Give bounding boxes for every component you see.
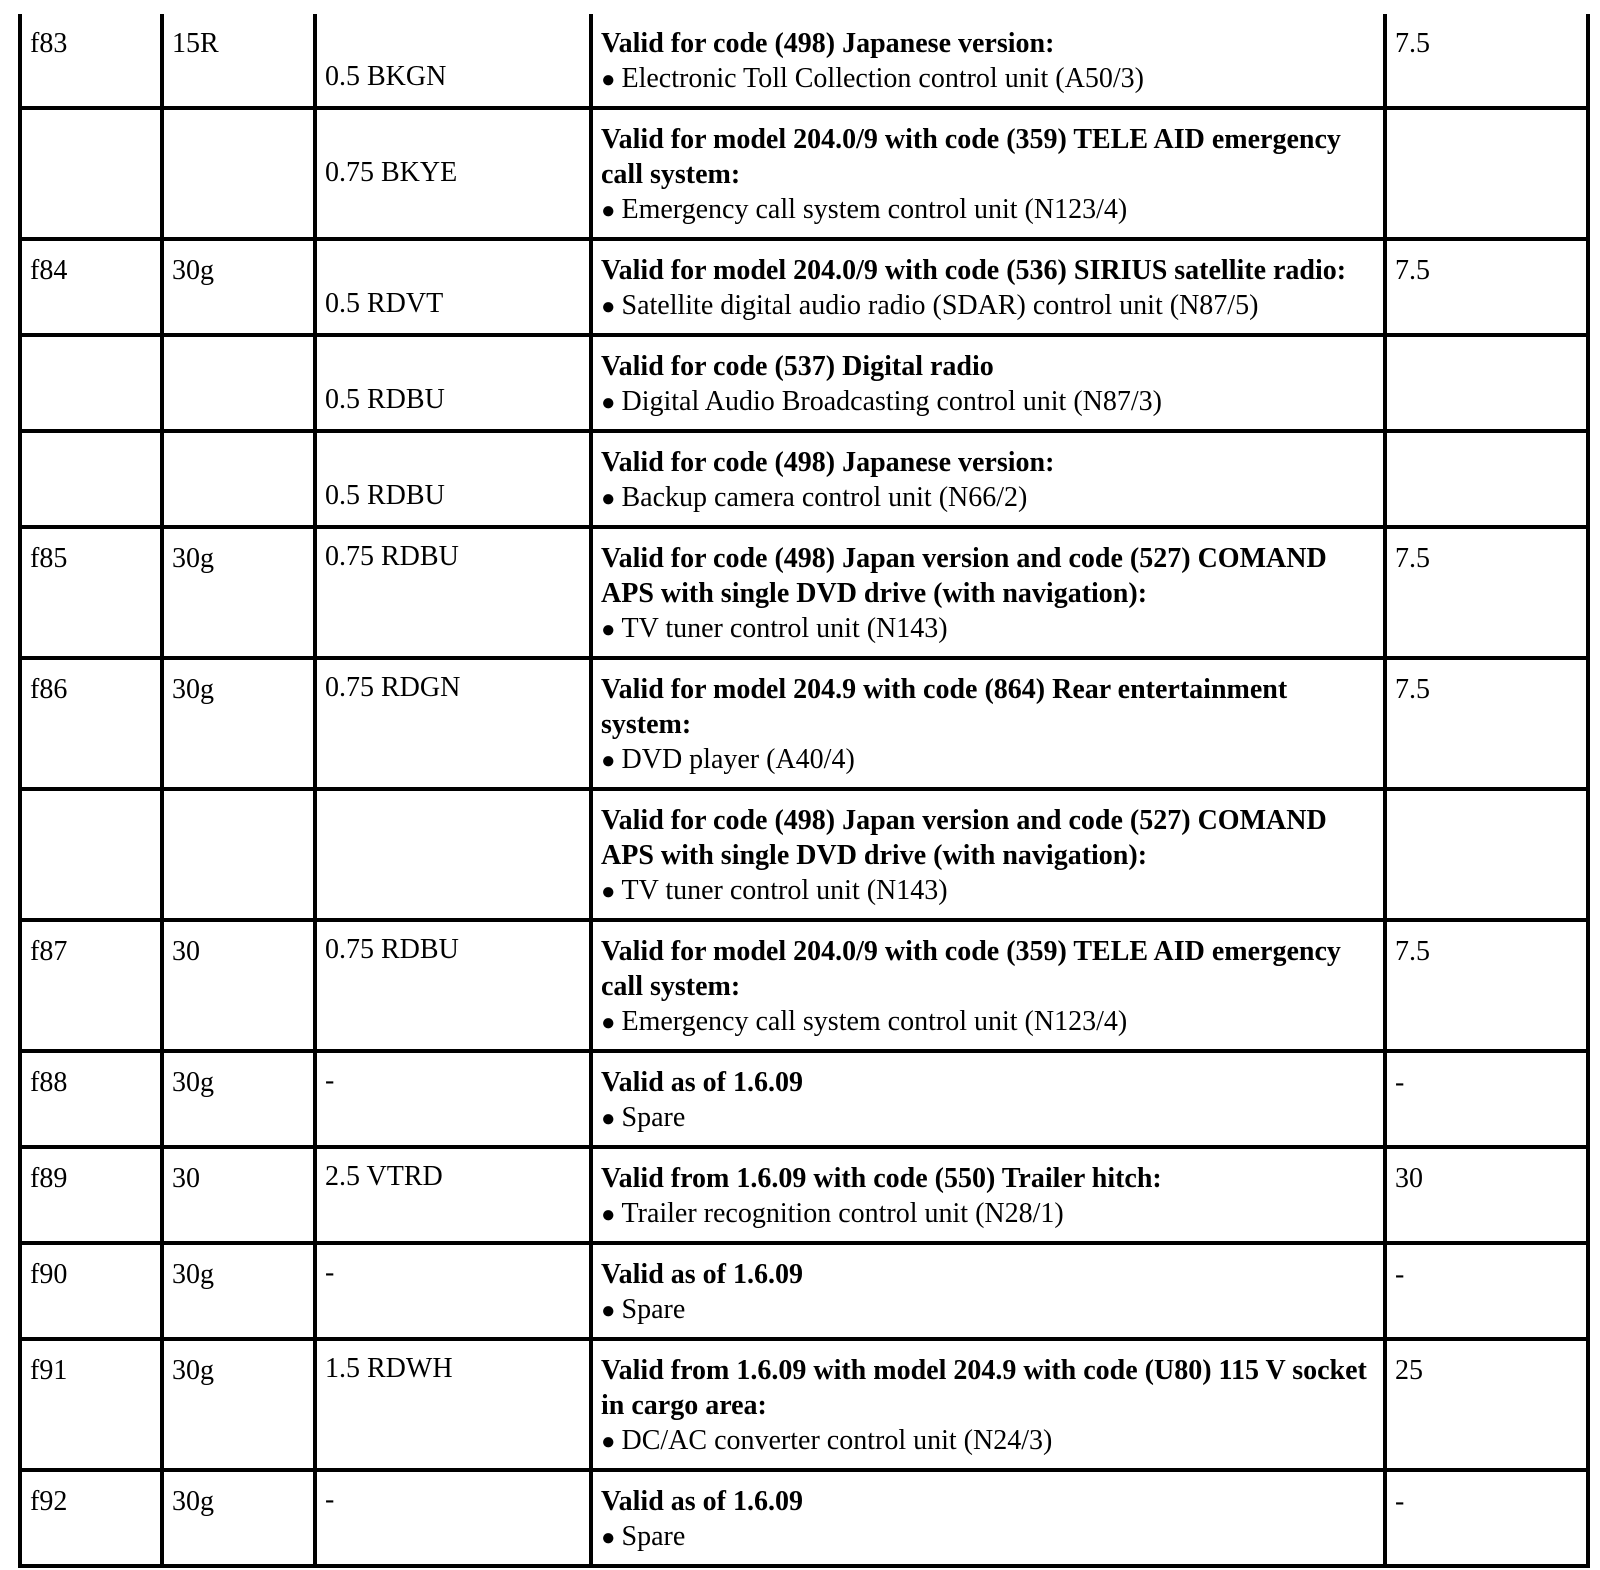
- bullet-icon: ●: [601, 617, 616, 643]
- description-cell: [591, 431, 1385, 527]
- table-row: [20, 431, 1588, 527]
- validity-condition: Valid for code (498) Japan version and code (527) COMAND APS with single DVD drive (with navigation):: [601, 805, 1327, 871]
- component-item: [601, 742, 1375, 779]
- validity-condition: Valid for model 204.0/9 with code (359) TELE AID emergency call system:: [601, 936, 1341, 1002]
- validity-condition: Valid as of 1.6.09: [601, 1486, 804, 1517]
- table-row: [20, 920, 1588, 1051]
- description-cell: [591, 527, 1385, 658]
- wire-value: -: [325, 1484, 335, 1515]
- terminal-value: 30g: [172, 255, 214, 286]
- component-list: [601, 1423, 1375, 1460]
- table-row: [20, 14, 1588, 108]
- terminal-value: 30: [172, 936, 200, 967]
- bullet-icon: ●: [601, 1429, 616, 1455]
- terminal-value: 30g: [172, 674, 214, 705]
- fuse-number-cell: [20, 1051, 162, 1147]
- validity-condition: Valid for model 204.9 with code (864) Rear entertainment system:: [601, 674, 1288, 740]
- description-cell: [591, 1470, 1385, 1566]
- wire-cell: [315, 1243, 591, 1339]
- bullet-icon: ●: [601, 294, 616, 320]
- wire-value: -: [325, 1257, 335, 1288]
- terminal-value: 30g: [172, 543, 214, 574]
- component-list: [601, 480, 1375, 517]
- wire-value: 0.75 RDBU: [325, 934, 459, 965]
- fuse-number-cell: [20, 14, 162, 108]
- component-list: [601, 1196, 1375, 1233]
- component-item: [601, 1196, 1375, 1233]
- component-item: [601, 192, 1375, 229]
- bullet-icon: ●: [601, 1202, 616, 1228]
- amperage-value: 7.5: [1395, 936, 1430, 967]
- component-name: TV tuner control unit (N143): [621, 875, 948, 906]
- amperage-value: -: [1395, 1259, 1405, 1290]
- wire-value: -: [325, 1065, 335, 1096]
- terminal-cell: [162, 920, 315, 1051]
- wire-value: 0.75 BKYE: [325, 157, 458, 188]
- terminal-cell: [162, 431, 315, 527]
- table-row: [20, 527, 1588, 658]
- fuse-number-cell: [20, 431, 162, 527]
- fuse-number-cell: [20, 1147, 162, 1243]
- description-cell: [591, 920, 1385, 1051]
- description-cell: [591, 1243, 1385, 1339]
- fuse-number: f89: [30, 1163, 68, 1194]
- wire-cell: [315, 239, 591, 335]
- terminal-cell: [162, 789, 315, 920]
- wire-cell: [315, 1147, 591, 1243]
- component-item: [601, 1292, 1375, 1329]
- component-name: Satellite digital audio radio (SDAR) control unit (N87/5): [621, 290, 1259, 321]
- amperage-cell: [1385, 1470, 1588, 1566]
- component-list: [601, 384, 1375, 421]
- bullet-icon: ●: [601, 879, 616, 905]
- validity-condition: Valid as of 1.6.09: [601, 1067, 804, 1098]
- table-row: [20, 789, 1588, 920]
- amperage-cell: [1385, 920, 1588, 1051]
- fuse-number: f84: [30, 255, 68, 286]
- terminal-value: 30g: [172, 1355, 214, 1386]
- bullet-icon: ●: [601, 67, 616, 93]
- amperage-value: 25: [1395, 1355, 1423, 1386]
- fuse-number-cell: [20, 1470, 162, 1566]
- bullet-icon: ●: [601, 1106, 616, 1132]
- table-row: [20, 108, 1588, 239]
- terminal-value: 30g: [172, 1067, 214, 1098]
- wire-cell: [315, 1339, 591, 1470]
- component-list: [601, 1292, 1375, 1329]
- table-row: [20, 1339, 1588, 1470]
- terminal-cell: [162, 1470, 315, 1566]
- terminal-cell: [162, 1051, 315, 1147]
- terminal-cell: [162, 658, 315, 789]
- description-cell: [591, 14, 1385, 108]
- amperage-cell: [1385, 1339, 1588, 1470]
- description-cell: [591, 1051, 1385, 1147]
- wire-cell: [315, 1470, 591, 1566]
- component-name: DC/AC converter control unit (N24/3): [621, 1425, 1053, 1456]
- component-item: [601, 873, 1375, 910]
- fuse-table-body: [20, 14, 1588, 1566]
- component-name: Spare: [621, 1294, 686, 1325]
- component-item: [601, 61, 1375, 98]
- amperage-cell: [1385, 431, 1588, 527]
- terminal-cell: [162, 14, 315, 108]
- validity-condition: Valid for code (498) Japanese version:: [601, 447, 1055, 478]
- wire-value: 0.75 RDBU: [325, 541, 459, 572]
- terminal-cell: [162, 1339, 315, 1470]
- terminal-cell: [162, 527, 315, 658]
- component-name: Electronic Toll Collection control unit (A50/3): [621, 63, 1144, 94]
- amperage-value: -: [1395, 1067, 1405, 1098]
- component-item: [601, 1004, 1375, 1041]
- wire-cell: [315, 527, 591, 658]
- table-row: [20, 1243, 1588, 1339]
- component-list: [601, 1004, 1375, 1041]
- table-row: [20, 239, 1588, 335]
- table-row: [20, 335, 1588, 431]
- component-list: [601, 742, 1375, 779]
- table-row: [20, 1051, 1588, 1147]
- validity-condition: Valid for code (498) Japan version and code (527) COMAND APS with single DVD drive (with navigation):: [601, 543, 1327, 609]
- wire-value: 1.5 RDWH: [325, 1353, 453, 1384]
- component-name: Spare: [621, 1521, 686, 1552]
- fuse-number: f83: [30, 28, 68, 59]
- fuse-assignment-table: [18, 14, 1590, 1568]
- wire-cell: [315, 789, 591, 920]
- wire-value: 0.5 RDVT: [325, 288, 444, 319]
- fuse-number: f92: [30, 1486, 68, 1517]
- amperage-value: 7.5: [1395, 543, 1430, 574]
- description-cell: [591, 1147, 1385, 1243]
- fuse-number: f90: [30, 1259, 68, 1290]
- component-list: [601, 873, 1375, 910]
- component-name: Digital Audio Broadcasting control unit (N87/3): [621, 386, 1162, 417]
- fuse-number-cell: [20, 1339, 162, 1470]
- component-name: TV tuner control unit (N143): [621, 613, 948, 644]
- wire-value: 0.75 RDGN: [325, 672, 461, 703]
- terminal-cell: [162, 1243, 315, 1339]
- component-name: DVD player (A40/4): [621, 744, 855, 775]
- wire-cell: [315, 658, 591, 789]
- fuse-number: f91: [30, 1355, 68, 1386]
- fuse-number-cell: [20, 239, 162, 335]
- component-list: [601, 61, 1375, 98]
- bullet-icon: ●: [601, 1298, 616, 1324]
- table-row: [20, 1147, 1588, 1243]
- validity-condition: Valid as of 1.6.09: [601, 1259, 804, 1290]
- fuse-number-cell: [20, 335, 162, 431]
- validity-condition: Valid for model 204.0/9 with code (536) SIRIUS satellite radio:: [601, 255, 1347, 286]
- validity-condition: Valid from 1.6.09 with code (550) Trailer hitch:: [601, 1163, 1162, 1194]
- validity-condition: Valid for model 204.0/9 with code (359) TELE AID emergency call system:: [601, 124, 1341, 190]
- terminal-cell: [162, 1147, 315, 1243]
- wire-value: 0.5 BKGN: [325, 61, 447, 92]
- fuse-number-cell: [20, 658, 162, 789]
- validity-condition: Valid for code (498) Japanese version:: [601, 28, 1055, 59]
- description-cell: [591, 108, 1385, 239]
- component-list: [601, 1100, 1375, 1137]
- description-cell: [591, 1339, 1385, 1470]
- fuse-number-cell: [20, 920, 162, 1051]
- component-name: Emergency call system control unit (N123/4): [621, 1006, 1128, 1037]
- terminal-value: 30g: [172, 1486, 214, 1517]
- wire-cell: [315, 920, 591, 1051]
- amperage-cell: [1385, 658, 1588, 789]
- amperage-cell: [1385, 335, 1588, 431]
- wire-value: 0.5 RDBU: [325, 384, 445, 415]
- fuse-number-cell: [20, 1243, 162, 1339]
- bullet-icon: ●: [601, 1010, 616, 1036]
- wire-cell: [315, 14, 591, 108]
- amperage-cell: [1385, 108, 1588, 239]
- amperage-value: 30: [1395, 1163, 1423, 1194]
- terminal-value: 15R: [172, 28, 219, 59]
- wire-cell: [315, 1051, 591, 1147]
- component-name: Backup camera control unit (N66/2): [621, 482, 1028, 513]
- amperage-cell: [1385, 1243, 1588, 1339]
- wire-cell: [315, 108, 591, 239]
- terminal-cell: [162, 239, 315, 335]
- validity-condition: Valid from 1.6.09 with model 204.9 with code (U80) 115 V socket in cargo area:: [601, 1355, 1367, 1421]
- amperage-cell: [1385, 1147, 1588, 1243]
- wire-value: 0.5 RDBU: [325, 480, 445, 511]
- component-name: Emergency call system control unit (N123/4): [621, 194, 1128, 225]
- component-item: [601, 288, 1375, 325]
- fuse-number: f86: [30, 674, 68, 705]
- description-cell: [591, 239, 1385, 335]
- description-cell: [591, 789, 1385, 920]
- component-item: [601, 480, 1375, 517]
- fuse-number: f85: [30, 543, 68, 574]
- amperage-value: 7.5: [1395, 255, 1430, 286]
- component-list: [601, 611, 1375, 648]
- amperage-cell: [1385, 14, 1588, 108]
- terminal-value: 30: [172, 1163, 200, 1194]
- description-cell: [591, 335, 1385, 431]
- fuse-number-cell: [20, 108, 162, 239]
- component-item: [601, 384, 1375, 421]
- description-cell: [591, 658, 1385, 789]
- component-item: [601, 611, 1375, 648]
- table-row: [20, 658, 1588, 789]
- wire-cell: [315, 431, 591, 527]
- wire-cell: [315, 335, 591, 431]
- amperage-cell: [1385, 239, 1588, 335]
- component-list: [601, 1519, 1375, 1556]
- terminal-cell: [162, 335, 315, 431]
- bullet-icon: ●: [601, 748, 616, 774]
- validity-condition: Valid for code (537) Digital radio: [601, 351, 994, 382]
- component-name: Trailer recognition control unit (N28/1): [621, 1198, 1064, 1229]
- bullet-icon: ●: [601, 198, 616, 224]
- fuse-number-cell: [20, 789, 162, 920]
- bullet-icon: ●: [601, 390, 616, 416]
- table-row: [20, 1470, 1588, 1566]
- component-list: [601, 192, 1375, 229]
- bullet-icon: ●: [601, 1525, 616, 1551]
- amperage-value: 7.5: [1395, 28, 1430, 59]
- bullet-icon: ●: [601, 486, 616, 512]
- amperage-cell: [1385, 1051, 1588, 1147]
- fuse-number-cell: [20, 527, 162, 658]
- component-list: [601, 288, 1375, 325]
- component-name: Spare: [621, 1102, 686, 1133]
- amperage-value: -: [1395, 1486, 1405, 1517]
- terminal-cell: [162, 108, 315, 239]
- component-item: [601, 1423, 1375, 1460]
- amperage-value: 7.5: [1395, 674, 1430, 705]
- component-item: [601, 1519, 1375, 1556]
- wire-value: 2.5 VTRD: [325, 1161, 443, 1192]
- component-item: [601, 1100, 1375, 1137]
- fuse-number: f88: [30, 1067, 68, 1098]
- terminal-value: 30g: [172, 1259, 214, 1290]
- fuse-number: f87: [30, 936, 68, 967]
- amperage-cell: [1385, 789, 1588, 920]
- amperage-cell: [1385, 527, 1588, 658]
